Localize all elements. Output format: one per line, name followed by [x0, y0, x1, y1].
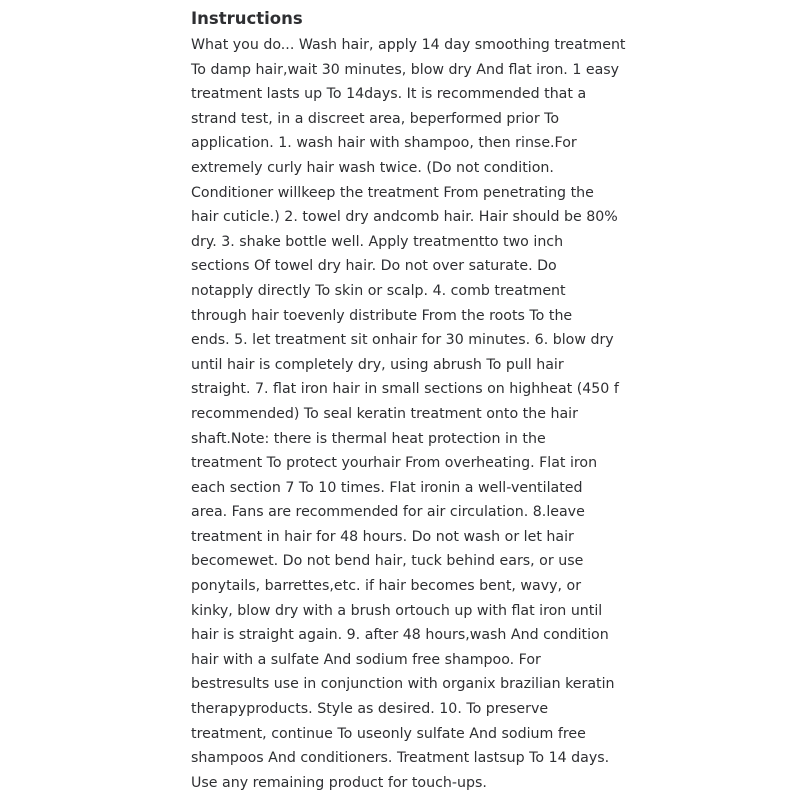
- text-line: therapyproducts. Style as desired. 10. To preserve: [191, 701, 549, 718]
- text-line: until hair is completely dry, using abrush To pull hair: [191, 356, 564, 373]
- text-line: ends. 5. let treatment sit onhair for 30 minutes. 6. blow dry: [191, 332, 614, 349]
- text-line: Use any remaining product for touch-ups.: [191, 774, 487, 791]
- text-line: dry. 3. shake bottle well. Apply treatmentto two inch: [191, 233, 564, 250]
- text-line: treatment, continue To useonly sulfate And sodium free: [191, 725, 586, 742]
- text-line: extremely curly hair wash twice. (Do not condition.: [191, 159, 554, 176]
- text-line: recommended) To seal keratin treatment onto the hair: [191, 405, 578, 422]
- text-line: sections Of towel dry hair. Do not over saturate. Do: [191, 258, 557, 275]
- text-line: each section 7 To 10 times. Flat ironin a well-ventilated: [191, 479, 583, 496]
- text-line: hair with a sulfate And sodium free shampoo. For: [191, 651, 541, 668]
- text-line: treatment lasts up To 14days. It is recommended that a: [191, 86, 587, 103]
- text-line: shampoos And conditioners. Treatment lastsup To 14 days.: [191, 750, 610, 767]
- text-line: bestresults use in conjunction with organix brazilian keratin: [191, 676, 615, 693]
- text-line: To damp hair,wait 30 minutes, blow dry And flat iron. 1 easy: [191, 61, 620, 78]
- text-line: ponytails, barrettes,etc. if hair becomes bent, wavy, or: [191, 578, 582, 595]
- text-line: What you do... Wash hair, apply 14 day smoothing treatment: [191, 37, 626, 53]
- text-line: notapply directly To skin or scalp. 4. comb treatment: [191, 282, 566, 299]
- text-line: treatment To protect yourhair From overheating. Flat iron: [191, 455, 598, 472]
- text-line: straight. 7. flat iron hair in small sections on highheat (450 f: [191, 381, 619, 398]
- section-heading: Instructions: [191, 9, 303, 28]
- instructions-section: [191, 6, 626, 795]
- text-line: shaft.Note: there is thermal heat protection in the: [191, 430, 546, 447]
- text-line: Conditioner willkeep the treatment From penetrating the: [191, 184, 594, 201]
- text-line: hair is straight again. 9. after 48 hours,wash And condition: [191, 627, 609, 644]
- text-line: through hair toevenly distribute From the roots To the: [191, 307, 573, 324]
- instructions-text: [191, 33, 626, 795]
- text-line: application. 1. wash hair with shampoo, then rinse.For: [191, 135, 577, 152]
- text-line: becomewet. Do not bend hair, tuck behind ears, or use: [191, 553, 584, 570]
- text-line: treatment in hair for 48 hours. Do not wash or let hair: [191, 528, 574, 545]
- text-line: kinky, blow dry with a brush ortouch up with flat iron until: [191, 602, 603, 619]
- text-line: area. Fans are recommended for air circulation. 8.leave: [191, 504, 585, 521]
- text-line: strand test, in a discreet area, beperformed prior To: [191, 110, 560, 127]
- text-line: hair cuticle.) 2. towel dry andcomb hair. Hair should be 80%: [191, 209, 618, 226]
